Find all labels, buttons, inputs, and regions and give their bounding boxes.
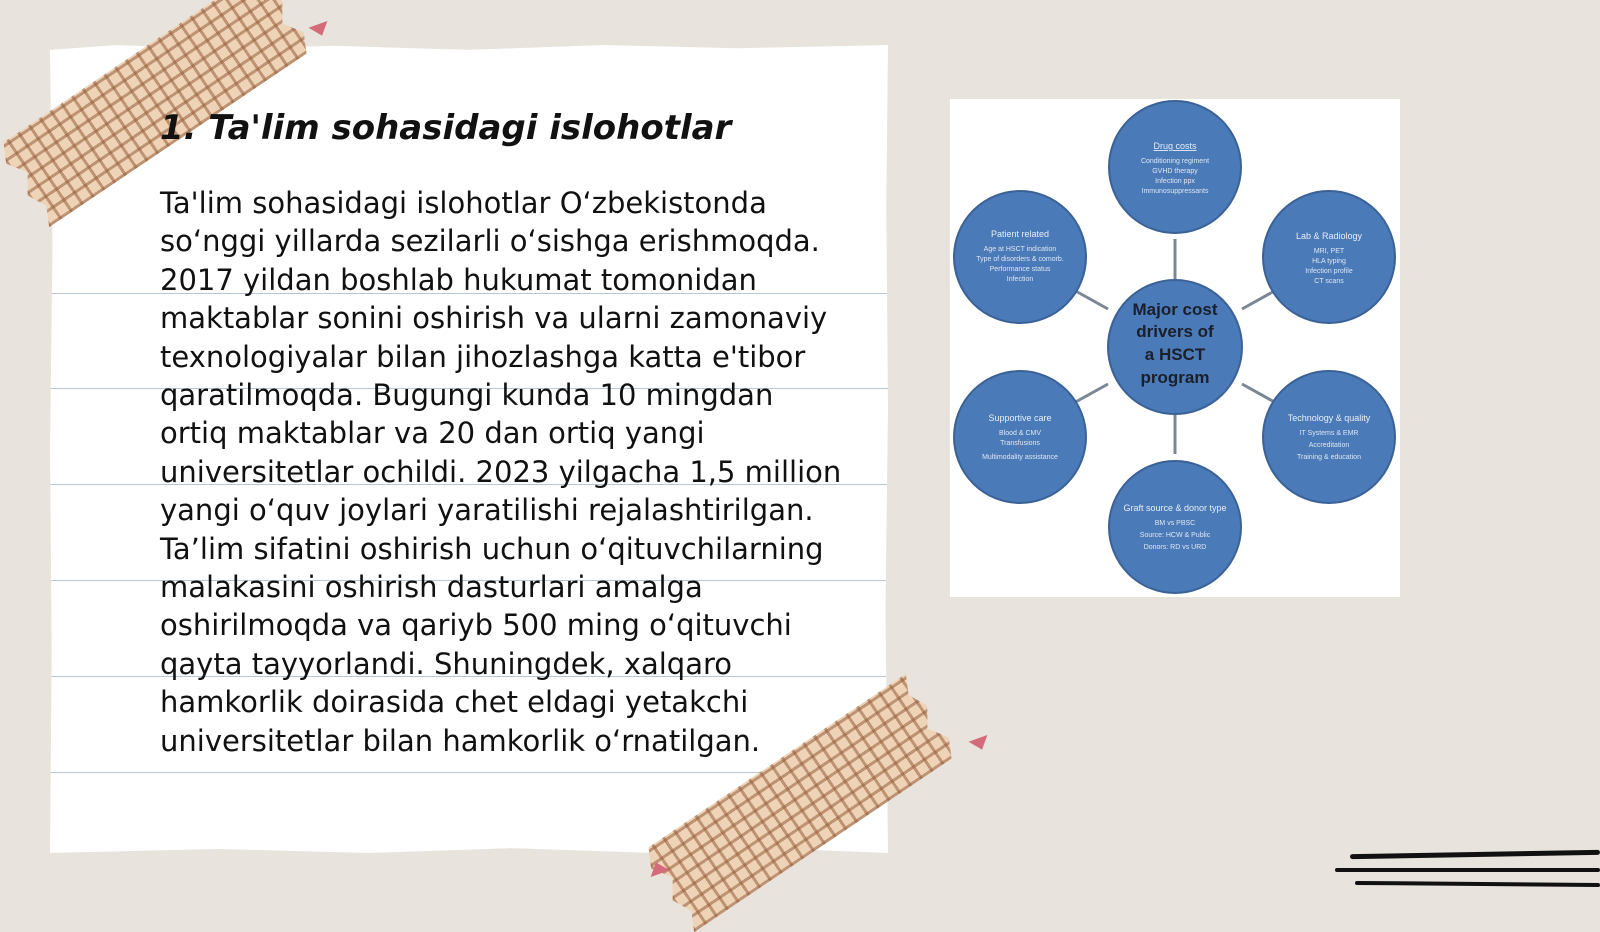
node-title: Supportive care bbox=[988, 413, 1052, 423]
node-line: HLA typing bbox=[1312, 258, 1346, 265]
node-title: Lab & Radiology bbox=[1295, 231, 1363, 241]
node-line: BM vs PBSC bbox=[1154, 520, 1196, 527]
center-line: drivers of bbox=[1136, 322, 1214, 341]
node-line: Transfusions bbox=[1000, 440, 1040, 447]
node-line: Age at HSCT indication bbox=[983, 246, 1057, 253]
node-title: Drug costs bbox=[1153, 141, 1197, 151]
node-line: Infection profile bbox=[1305, 268, 1353, 275]
diagram-svg bbox=[950, 99, 1400, 597]
connector-line bbox=[1072, 289, 1108, 309]
brush-stroke bbox=[1335, 868, 1600, 872]
cost-drivers-diagram bbox=[950, 99, 1400, 597]
node-line: MRI, PET bbox=[1313, 248, 1345, 255]
center-line: a HSCT bbox=[1144, 345, 1206, 364]
node-line: Multimodality assistance bbox=[982, 454, 1058, 461]
node-line: Performance status bbox=[989, 266, 1051, 273]
slide-body-text: Ta'lim sohasidagi islohotlar O‘zbekistonda so‘nggi yillarda sezilarli o‘sishga erishmoqda. 2017 yildan boshlab hukumat tomonidan maktablar sonini oshirish va ularni zamonaviy texnologiyalar bilan jihozlashga katta e'tibor qaratilmoqda. Bugungi kunda 10 mingdan ortiq maktablar va 20 dan ortiq yangi universitetlar ochildi. 2023 yilgacha 1,5 million yangi o‘quv joylari yaratilishi rejalashtirilgan. Ta’lim sifatini oshirish uchun o‘qituvchilarning malakasini oshirish dasturlari amalga oshirilmoqda va qariyb 500 ming o‘qituvchi qayta tayyorlandi. Shuningdek, xalqaro hamkorlik doirasida chet eldagi yetakchi universitetlar bilan hamkorlik o‘rnatilgan. bbox=[160, 186, 842, 758]
pin-icon bbox=[309, 21, 332, 39]
node-title: Patient related bbox=[990, 229, 1050, 239]
center-node bbox=[1108, 280, 1242, 414]
node-line: Source: HCW & Public bbox=[1139, 532, 1211, 539]
node-technology-quality bbox=[1263, 371, 1395, 503]
node-line: GVHD therapy bbox=[1152, 168, 1198, 175]
node-line: Conditioning regiment bbox=[1140, 158, 1210, 165]
brush-stroke bbox=[1350, 850, 1600, 859]
node-patient-related bbox=[954, 191, 1086, 323]
node-graft-source bbox=[1109, 461, 1241, 593]
center-line: program bbox=[1140, 368, 1210, 387]
node-line: Type of disorders & comorb. bbox=[976, 256, 1064, 263]
node-line: Training & education bbox=[1297, 454, 1361, 461]
node-line: CT scans bbox=[1314, 278, 1344, 285]
node-drug-costs bbox=[1109, 101, 1241, 233]
node-line: Donors: RD vs URD bbox=[1143, 544, 1207, 551]
node-line: Accreditation bbox=[1308, 442, 1350, 449]
node-line: IT Systems & EMR bbox=[1299, 430, 1359, 437]
node-title: Technology & quality bbox=[1287, 413, 1371, 423]
slide-title: 1. Ta'lim sohasidagi islohotlar bbox=[160, 108, 732, 148]
brush-stroke bbox=[1355, 881, 1600, 887]
node-lab-radiology bbox=[1263, 191, 1395, 323]
node-supportive-care bbox=[954, 371, 1086, 503]
node-line: Infection bbox=[1006, 276, 1034, 283]
pin-icon bbox=[969, 735, 992, 753]
node-title: Graft source & donor type bbox=[1123, 503, 1227, 513]
node-line: Immunosuppressants bbox=[1141, 188, 1209, 195]
node-line: Infection ppx bbox=[1155, 178, 1195, 185]
connector-line bbox=[1072, 384, 1108, 404]
center-line: Major cost bbox=[1132, 300, 1218, 319]
node-line: Blood & CMV bbox=[998, 430, 1042, 437]
